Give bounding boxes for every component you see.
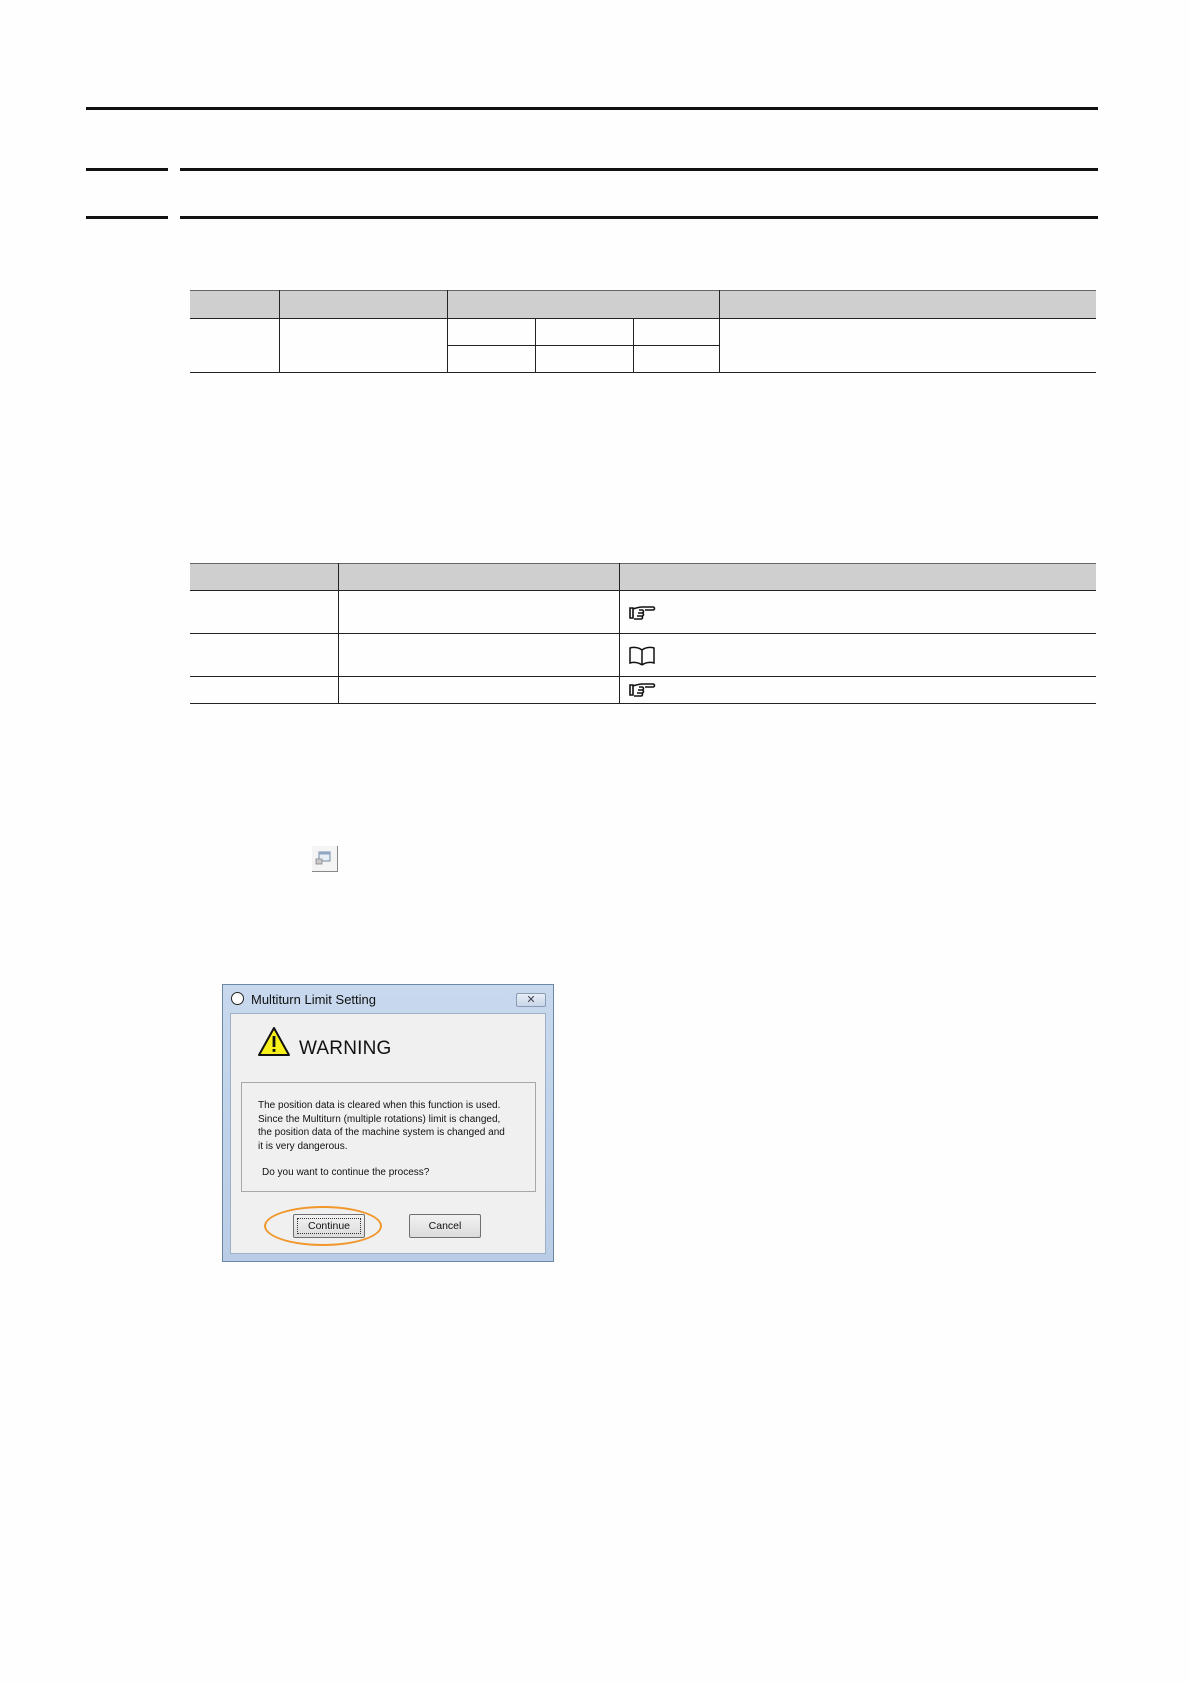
table-cell [535, 346, 633, 373]
message-box [241, 1082, 536, 1192]
multiturn-limit-dialog [222, 984, 554, 1262]
confirm-question: Do you want to continue the process? [262, 1167, 430, 1178]
table-cell [619, 634, 1096, 677]
continue-highlight-ellipse [264, 1206, 382, 1246]
table-cell [338, 591, 619, 634]
table-cell [619, 591, 1096, 634]
message-line: the position data of the machine system is changed and [258, 1127, 505, 1138]
section-rule-right-top [180, 168, 1098, 171]
table-cell [338, 634, 619, 677]
table-cell [447, 346, 535, 373]
header-cell [190, 564, 338, 591]
header-rule-top [86, 107, 1098, 110]
table-row [190, 634, 1096, 677]
header-cell [279, 291, 447, 319]
pointing-hand-icon [628, 604, 656, 625]
table-cell [190, 677, 338, 704]
message-line: it is very dangerous. [258, 1140, 348, 1152]
header-cell [338, 564, 619, 591]
table-row [190, 319, 1096, 346]
table-header-row [190, 291, 1096, 319]
table-row [190, 591, 1096, 634]
app-icon [231, 992, 244, 1005]
section-rule-left-bottom [86, 216, 168, 219]
table-cell [338, 677, 619, 704]
table-cell [190, 634, 338, 677]
table-cell [619, 677, 1096, 704]
table-cell [535, 319, 633, 346]
warning-title: WARNING [299, 1038, 392, 1059]
table-cell [190, 591, 338, 634]
dialog-title: Multiturn Limit Setting [251, 992, 376, 1007]
dialog-client-area [230, 1013, 546, 1254]
table-row [190, 677, 1096, 704]
table-cell [633, 346, 719, 373]
message-line: Since the Multiturn (multiple rotations) limit is changed, [258, 1113, 501, 1125]
header-cell [719, 291, 1096, 319]
table-cell [279, 319, 447, 373]
pointing-hand-icon [628, 681, 656, 702]
parameter-table [190, 290, 1096, 373]
continue-button[interactable]: Continue [293, 1214, 365, 1238]
warning-message [258, 1099, 526, 1153]
window-icon [312, 846, 336, 870]
close-icon: ✕ [526, 994, 536, 1006]
table-cell [633, 319, 719, 346]
section-rule-right-bottom [180, 216, 1098, 219]
close-button[interactable] [516, 993, 546, 1007]
warning-icon [257, 1026, 291, 1063]
reference-table [190, 563, 1096, 704]
message-line: The position data is cleared when this function is used. [258, 1100, 501, 1111]
section-rule-left-top [86, 168, 168, 171]
header-cell [447, 291, 719, 319]
table-cell [447, 319, 535, 346]
open-book-icon [628, 646, 656, 669]
cancel-button[interactable]: Cancel [409, 1214, 481, 1238]
multiturn-limit-toolbar-icon[interactable] [312, 846, 338, 872]
dialog-titlebar[interactable] [223, 985, 553, 1013]
header-cell [190, 291, 279, 319]
header-cell [619, 564, 1096, 591]
table-header-row [190, 564, 1096, 591]
table-cell [190, 319, 279, 373]
table-cell [719, 319, 1096, 373]
